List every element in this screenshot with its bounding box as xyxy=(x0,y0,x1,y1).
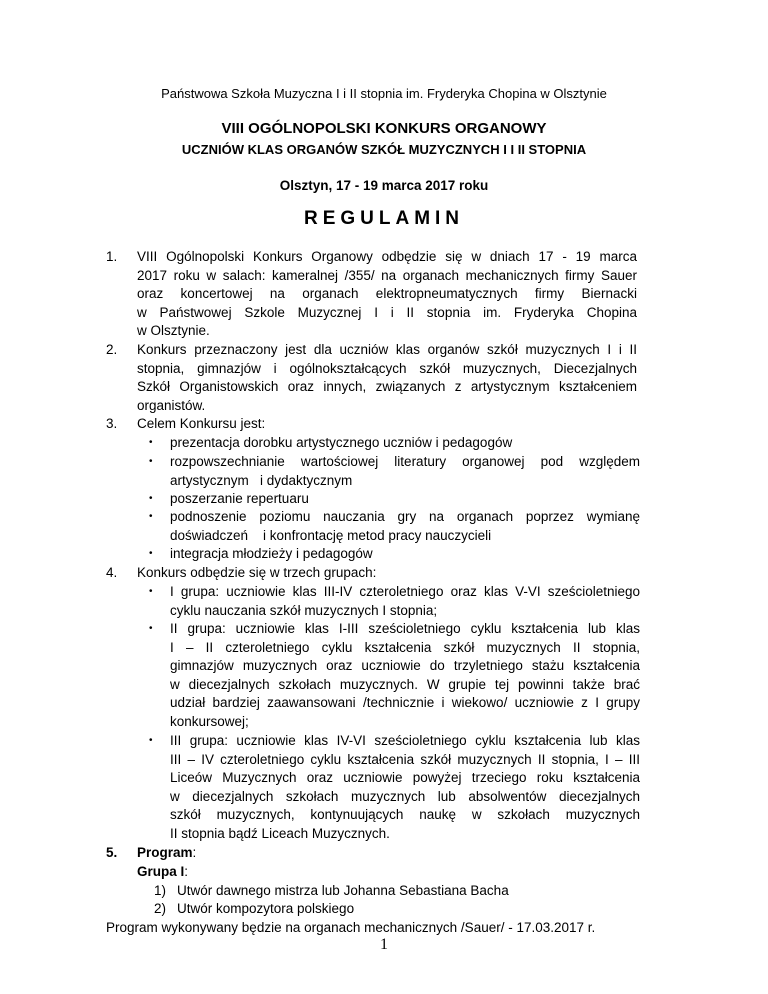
page-number: 1 xyxy=(380,936,388,953)
contest-title: VIII OGÓLNOPOLSKI KONKURS ORGANOWY xyxy=(221,120,547,137)
text-line: VIII Ogólnopolski Konkurs Organowy odbędzie się w dniach 17 - 19 marca xyxy=(137,249,637,264)
text-line: Szkół Organistowskich oraz innych, związanych z artystycznym kształceniem xyxy=(137,379,637,395)
text-line: szkół muzycznych, kontynuujących naukę w szkołach muzycznych xyxy=(170,807,640,823)
text-line: rozpowszechnianie wartościowej literatury organowej pod względem xyxy=(170,454,640,469)
list-item xyxy=(170,545,640,564)
text-line: 2017 roku w salach: kameralnej /355/ na organach mechanicznych firmy Sauer xyxy=(137,267,637,283)
program-item-number: 1) xyxy=(154,883,167,898)
list-item xyxy=(170,620,640,732)
text-line: integracja młodzieży i pedagogów xyxy=(170,546,373,561)
text-line: podnoszenie poziomu nauczania gry na organach poprzez wymianę xyxy=(170,509,640,524)
school-name: Państwowa Szkoła Muzyczna I i II stopnia im. Fryderyka Chopina w Olsztynie xyxy=(161,86,607,101)
section-3-intro: Celem Konkursu jest: xyxy=(137,416,266,431)
text-line: I grupa: uczniowie klas III-IV czteroletniego oraz klas V-VI sześcioletniego xyxy=(170,584,640,599)
text-line: w diecezjalnych szkołach muzycznych. W grupie tej powinni także brać xyxy=(170,676,640,692)
program-label: Program xyxy=(137,845,193,860)
text-line: II stopnia bądź Liceach Muzycznych. xyxy=(170,825,390,841)
group-heading xyxy=(137,863,188,882)
program-footer: Program wykonywany będzie na organach mechanicznych /Sauer/ - 17.03.2017 r. xyxy=(106,920,596,935)
group-colon: : xyxy=(184,864,189,879)
bullet-glyph: • xyxy=(149,548,153,559)
section-number: 5. xyxy=(106,845,118,860)
bullet-glyph: • xyxy=(149,735,153,746)
bullet-glyph: • xyxy=(149,493,153,504)
section-4-intro: Konkurs odbędzie się w trzech grupach: xyxy=(137,565,377,580)
list-item xyxy=(170,434,640,453)
bullet-glyph: • xyxy=(149,623,153,634)
list-item xyxy=(170,508,640,545)
contest-subtitle: UCZNIÓW KLAS ORGANÓW SZKÓŁ MUZYCZNYCH I I II STOPNIA xyxy=(181,142,587,157)
bullet-glyph: • xyxy=(149,456,153,467)
text-line: organistów. xyxy=(137,397,206,413)
group-label: Grupa I xyxy=(137,864,185,879)
list-item xyxy=(170,490,640,509)
contest-dateline: Olsztyn, 17 - 19 marca 2017 roku xyxy=(279,178,489,193)
text-line: Liceów Muzycznych oraz uczniowie powyżej trzeciego roku kształcenia xyxy=(170,770,640,786)
section-number: 1. xyxy=(106,249,118,264)
list-item xyxy=(170,732,640,844)
list-item xyxy=(170,583,640,620)
text-line: oraz koncertowej na organach elektropneumatycznych firmy Biernacki xyxy=(137,286,637,302)
text-line: III grupa: uczniowie klas IV-VI sześcioletniego cyklu kształcenia lub klas xyxy=(170,733,640,748)
program-heading xyxy=(137,844,196,863)
regulamin-heading: REGULAMIN xyxy=(303,208,465,229)
text-line: cyklu nauczania szkół muzycznych I stopnia; xyxy=(170,602,438,618)
text-line: w diecezjalnych szkołach muzycznych lub absolwentów diecezjalnych xyxy=(170,788,640,804)
text-line: prezentacja dorobku artystycznego uczniów i pedagogów xyxy=(170,435,513,450)
text-line: doświadczeń i konfrontację metod pracy nauczycieli xyxy=(170,527,492,543)
bullet-glyph: • xyxy=(149,511,153,522)
text-line: stopnia, gimnazjów i ogólnokształcących szkół muzycznych, Diecezjalnych xyxy=(137,360,637,376)
program-item-text: Utwór dawnego mistrza lub Johanna Sebastiana Bacha xyxy=(177,883,509,898)
program-item-text: Utwór kompozytora polskiego xyxy=(177,901,355,916)
text-line: II grupa: uczniowie klas I-III sześcioletniego cyklu kształcenia lub klas xyxy=(170,621,640,636)
text-line: w Państwowej Szkole Muzycznej I i II stopnia im. Fryderyka Chopina xyxy=(137,304,637,320)
bullet-glyph: • xyxy=(149,437,153,448)
text-line: poszerzanie repertuaru xyxy=(170,491,309,506)
section-number: 3. xyxy=(106,416,118,431)
list-item xyxy=(170,453,640,490)
text-line: udział bardziej zaawansowani /technicznie i wiekowo/ uczniowie z I grupy xyxy=(170,695,640,711)
text-line: I – II czteroletniego cyklu kształcenia szkół muzycznych II stopnia, xyxy=(170,639,640,655)
text-line: w Olsztynie. xyxy=(137,323,210,339)
section-2-text xyxy=(137,341,637,415)
program-colon: : xyxy=(192,845,197,860)
text-line: Konkurs przeznaczony jest dla uczniów klas organów szkół muzycznych I i II xyxy=(137,342,637,357)
section-1-text xyxy=(137,248,637,341)
bullet-glyph: • xyxy=(149,586,153,597)
text-line: III – IV czteroletniego cyklu kształcenia szkół muzycznych II stopnia, I – III xyxy=(170,751,640,767)
program-item-number: 2) xyxy=(154,901,167,916)
text-line: konkursowej; xyxy=(170,713,249,729)
text-line: artystycznym i dydaktycznym xyxy=(170,472,353,488)
section-number: 4. xyxy=(106,565,118,580)
section-number: 2. xyxy=(106,342,118,357)
text-line: gimnazjów muzycznych oraz uczniowie do trzyletniego stażu kształcenia xyxy=(170,658,640,674)
